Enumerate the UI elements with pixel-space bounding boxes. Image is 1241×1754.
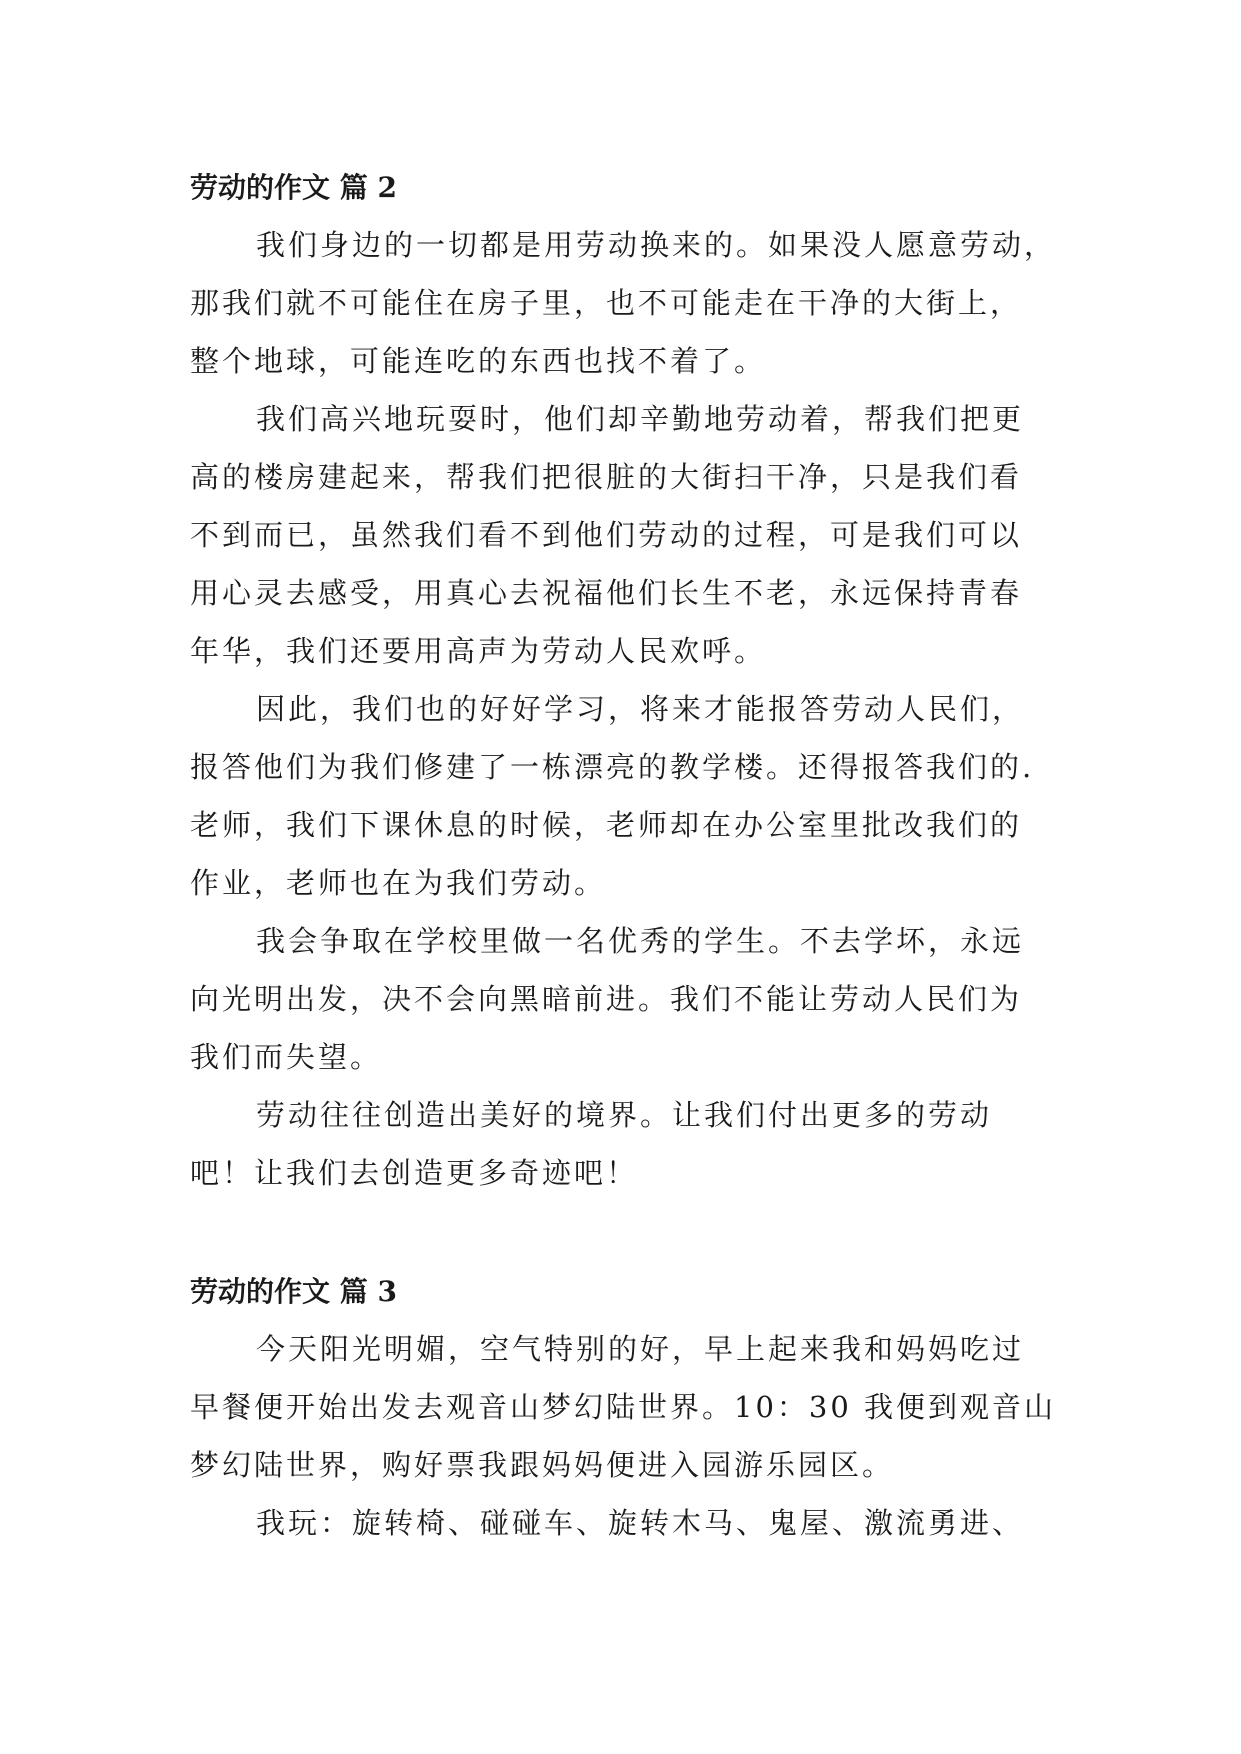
- paragraph: [190, 912, 1070, 1086]
- text-line: 早餐便开始出发去观音山梦幻陆世界。10：30 我便到观音山: [190, 1390, 1057, 1424]
- section-3: [190, 1264, 1070, 1552]
- text-line: 向光明出发，决不会向黑暗前进。我们不能让劳动人民们为: [190, 982, 1023, 1016]
- paragraph: [190, 1320, 1070, 1494]
- text-line: 劳动往往创造出美好的境界。让我们付出更多的劳动: [256, 1098, 993, 1132]
- text-line: 因此，我们也的好好学习，将来才能报答劳动人民们，: [256, 692, 1025, 726]
- paragraph: [190, 390, 1070, 680]
- text-line: 年华，我们还要用高声为劳动人民欢呼。: [190, 634, 767, 668]
- text-line: 整个地球，可能连吃的东西也找不着了。: [190, 344, 767, 378]
- text-line: 老师，我们下课休息的时候，老师却在办公室里批改我们的: [190, 808, 1023, 842]
- section-spacer: [190, 1202, 1070, 1264]
- paragraph: [190, 216, 1070, 390]
- text-line: 报答他们为我们修建了一栋漂亮的教学楼。还得报答我们的.: [190, 750, 1035, 784]
- paragraph: [190, 1494, 1070, 1552]
- paragraph: [190, 1086, 1070, 1202]
- text-line: 那我们就不可能住在房子里，也不可能走在干净的大街上，: [190, 286, 1023, 320]
- text-line: 我们身边的一切都是用劳动换来的。如果没人愿意劳动，: [256, 228, 1057, 262]
- text-line: 用心灵去感受，用真心去祝福他们长生不老，永远保持青春: [190, 576, 1023, 610]
- text-line: 今天阳光明媚，空气特别的好，早上起来我和妈妈吃过: [256, 1332, 1025, 1366]
- text-line: 梦幻陆世界，购好票我跟妈妈便进入园游乐园区。: [190, 1448, 895, 1482]
- document-page: [190, 160, 1070, 1552]
- paragraph: [190, 680, 1070, 912]
- section-heading: 劳动的作文 篇 2: [190, 171, 397, 204]
- text-line: 我会争取在学校里做一名优秀的学生。不去学坏，永远: [256, 924, 1025, 958]
- text-line: 高的楼房建起来，帮我们把很脏的大街扫干净，只是我们看: [190, 460, 1023, 494]
- text-line: 吧！让我们去创造更多奇迹吧！: [190, 1156, 639, 1190]
- text-line: 作业，老师也在为我们劳动。: [190, 866, 607, 900]
- text-line: 我们而失望。: [190, 1040, 383, 1074]
- text-line: 我玩：旋转椅、碰碰车、旋转木马、鬼屋、激流勇进、: [256, 1506, 1025, 1540]
- text-line: 我们高兴地玩耍时，他们却辛勤地劳动着，帮我们把更: [256, 402, 1025, 436]
- text-line: 不到而已，虽然我们看不到他们劳动的过程，可是我们可以: [190, 518, 1023, 552]
- section-heading: 劳动的作文 篇 3: [190, 1275, 397, 1308]
- section-2: [190, 160, 1070, 1202]
